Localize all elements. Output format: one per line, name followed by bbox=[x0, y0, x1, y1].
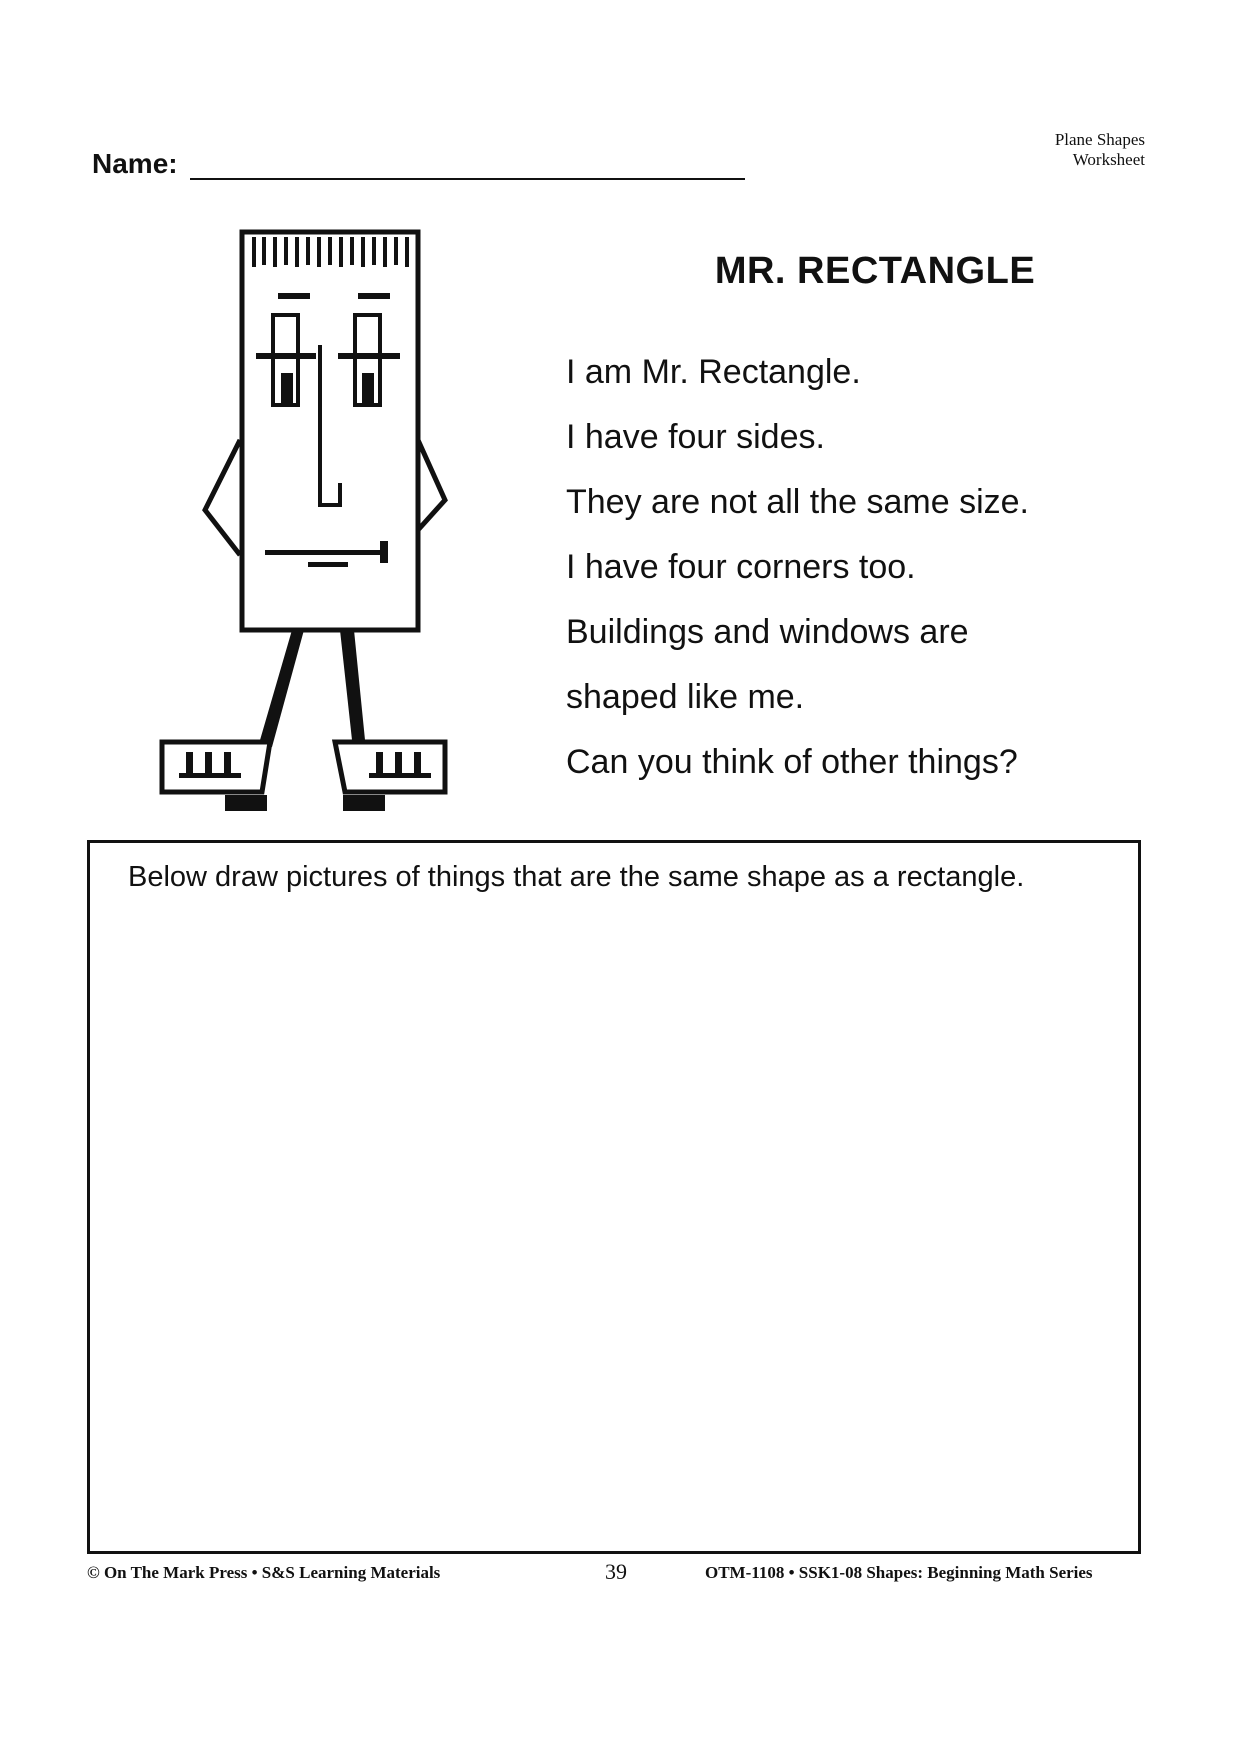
poem-line: shaped like me. bbox=[566, 678, 805, 716]
page-title: MR. RECTANGLE bbox=[714, 250, 1036, 292]
mr-rectangle-body bbox=[242, 232, 418, 630]
worksheet-label: Plane Shapes Worksheet bbox=[1054, 130, 1145, 169]
poem-line: Buildings and windows are bbox=[566, 613, 969, 651]
mr-rectangle-left-shoe bbox=[162, 742, 270, 811]
footer-series: OTM-1108 • SSK1-08 Shapes: Beginning Math Series bbox=[705, 1563, 1093, 1582]
poem-line: I have four corners too. bbox=[566, 548, 916, 586]
mr-rectangle-right-shoe bbox=[335, 742, 445, 811]
footer-publisher: © On The Mark Press • S&S Learning Materials bbox=[87, 1563, 441, 1582]
poem-line: They are not all the same size. bbox=[566, 483, 1030, 521]
name-label: Name: bbox=[92, 148, 178, 179]
drawing-instruction: Below draw pictures of things that are the same shape as a rectangle. bbox=[128, 861, 1025, 893]
mr-rectangle-legs bbox=[258, 630, 365, 747]
page-number: 39 bbox=[605, 1559, 627, 1584]
name-field bbox=[92, 148, 745, 180]
poem-line: I am Mr. Rectangle. bbox=[566, 353, 861, 391]
mr-rectangle-illustration bbox=[150, 225, 460, 820]
drawing-area[interactable] bbox=[87, 840, 1141, 1554]
poem bbox=[566, 340, 1029, 795]
name-input-line[interactable] bbox=[190, 152, 745, 180]
poem-line: I have four sides. bbox=[566, 418, 825, 456]
poem-line: Can you think of other things? bbox=[566, 743, 1018, 781]
mr-rectangle-hair bbox=[254, 237, 407, 267]
